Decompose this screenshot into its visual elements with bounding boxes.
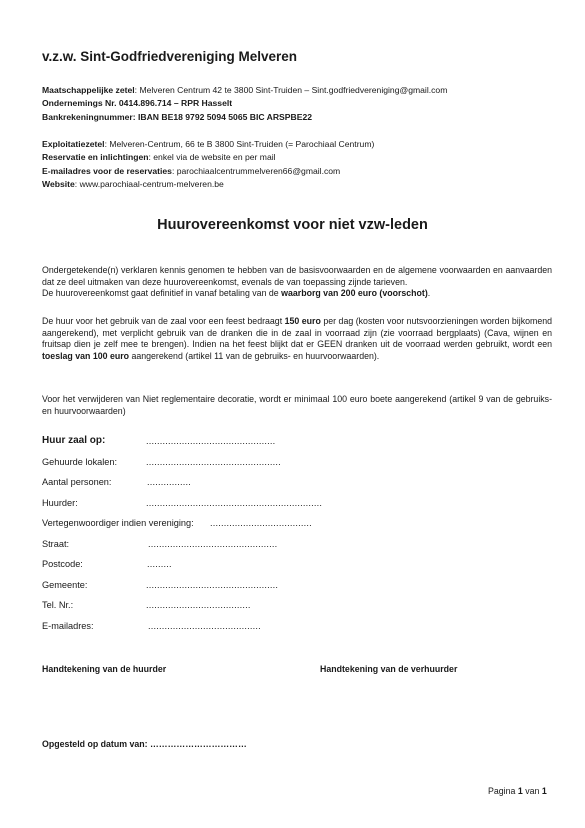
huurder-blank[interactable]: ................................................................: [146, 497, 323, 508]
exploitatie-label: Exploitatiezetel: [42, 139, 105, 149]
email-value: : parochiaalcentrummelveren66@gmail.com: [171, 165, 341, 176]
exploitatie-value: : Melveren-Centrum, 66 te B 3800 Sint-Truiden (= Parochiaal Centrum): [104, 139, 375, 149]
form-email-label: E-mailadres:: [42, 620, 94, 631]
rent-text-c: per dag (kosten voor nutsvoorzieningen worden bijkomend aangerekend), met verplicht gebruik van de dranken die in de zaal in voorraad zijn (zie voorraad bergplaats) (Cava, wijnen en fruitsap dien je zelf mee te brengen). Indien na het feest blijkt dat er GEEN dranken uit de voorraad werden gebruikt, wordt een: [42, 316, 552, 350]
zetel-value: : Melveren Centrum 42 te 3800 Sint-Truiden – Sint.godfriedvereniging@gmail.com: [134, 85, 448, 95]
gemeente-label: Gemeente:: [42, 579, 88, 590]
lokalen-label: Gehuurde lokalen:: [42, 456, 118, 467]
document-title: Huurovereenkomst voor niet vzw-leden: [157, 217, 428, 233]
straat-label: Straat:: [42, 538, 70, 549]
page-mid: van: [522, 786, 542, 796]
reservatie-value: : enkel via de website en per mail: [148, 152, 276, 163]
page-total: 1: [541, 786, 547, 796]
reservatie-line: [42, 151, 374, 164]
ondernemings-line: Ondernemings Nr. 0414.896.714 – RPR Hasselt: [42, 98, 233, 109]
field-gemeente[interactable]: [42, 578, 542, 599]
field-vertegenwoordiger[interactable]: [42, 516, 542, 537]
field-huur-zaal[interactable]: [42, 434, 542, 455]
rental-form: [42, 434, 542, 639]
huur-zaal-label: Huur zaal op:: [42, 435, 106, 446]
reservatie-label: Reservatie en inlichtingen: [42, 152, 149, 163]
website-line: [42, 178, 374, 191]
huur-zaal-blank[interactable]: ...............................................: [146, 436, 276, 446]
email-label: E-mailadres voor de reservaties: [42, 165, 172, 176]
vereniging-blank[interactable]: .....................................: [210, 518, 312, 528]
bank-line: Bankrekeningnummer: IBAN BE18 9792 5094 5065 BIC ARSPBE22: [42, 111, 313, 122]
zetel-line: [42, 84, 447, 97]
rent-text-e: aangerekend (artikel 11 van de gebruiks- en huurvoorwaarden).: [129, 350, 380, 361]
field-straat[interactable]: [42, 537, 542, 558]
date-line: Opgesteld op datum van: ……………………………: [42, 739, 247, 749]
organization-info: [42, 84, 447, 124]
tel-blank[interactable]: ......................................: [146, 600, 251, 610]
paragraph-decoration: Voor het verwijderen van Niet reglementaire decoratie, wordt er minimaal 100 euro boete aangerekend (artikel 9 van de gebruiks- en huurvoorwaarden): [42, 394, 552, 416]
personen-label: Aantal personen:: [42, 477, 112, 487]
organization-name: v.z.w. Sint-Godfriedvereniging Melveren: [42, 49, 298, 64]
lokalen-blank[interactable]: .................................................: [146, 456, 281, 467]
rent-amount: 150 euro: [284, 316, 321, 326]
email-line: [42, 165, 374, 178]
postcode-label: Postcode:: [42, 559, 83, 569]
deposit-text-c: .: [427, 288, 431, 299]
field-gehuurde-lokalen[interactable]: [42, 455, 542, 476]
signature-huurder: Handtekening van de huurder: [42, 664, 167, 674]
huurder-label: Huurder:: [42, 497, 78, 508]
zetel-label: Maatschappelijke zetel: [42, 85, 135, 95]
deposit-amount: waarborg van 200 euro (voorschot): [281, 288, 428, 299]
website-label: Website: [42, 179, 75, 190]
field-tel-nr[interactable]: [42, 598, 542, 619]
field-huurder[interactable]: [42, 496, 542, 517]
vereniging-label: Vertegenwoordiger indien vereniging:: [42, 518, 194, 528]
contact-info: [42, 138, 374, 192]
personen-blank[interactable]: ................: [147, 477, 192, 487]
page-number: [488, 786, 547, 796]
gemeente-blank[interactable]: ................................................: [146, 579, 279, 590]
paragraph-rent: [42, 316, 552, 362]
tel-label: Tel. Nr.:: [42, 600, 74, 610]
page-current: 1: [517, 786, 523, 796]
website-value: : www.parochiaal-centrum-melveren.be: [74, 179, 224, 190]
surcharge-amount: toeslag van 100 euro: [42, 350, 130, 361]
exploitatie-line: [42, 138, 374, 151]
field-emailadres[interactable]: [42, 619, 542, 640]
form-email-blank[interactable]: .........................................: [148, 620, 261, 631]
straat-blank[interactable]: ...............................................: [148, 538, 278, 549]
paragraph-conditions-text: Ondergetekende(n) verklaren kennis genomen te hebben van de basisvoorwaarden en de algemene voorwaarden en aanvaarden dat ze deel uitmaken van deze huurovereenkomst, evenals de van toepassing zijnde tarieven.: [42, 265, 552, 287]
field-aantal-personen[interactable]: [42, 475, 542, 496]
field-postcode[interactable]: [42, 557, 542, 578]
rent-text-a: De huur voor het gebruik van de zaal voor een feest bedraagt: [42, 316, 285, 326]
postcode-blank[interactable]: .........: [147, 559, 172, 569]
paragraph-conditions: [42, 265, 552, 300]
deposit-text-a: De huurovereenkomst gaat definitief in vanaf betaling van de: [42, 288, 282, 299]
page-prefix: Pagina: [488, 786, 518, 796]
signature-verhuurder: Handtekening van de verhuurder: [320, 664, 458, 674]
